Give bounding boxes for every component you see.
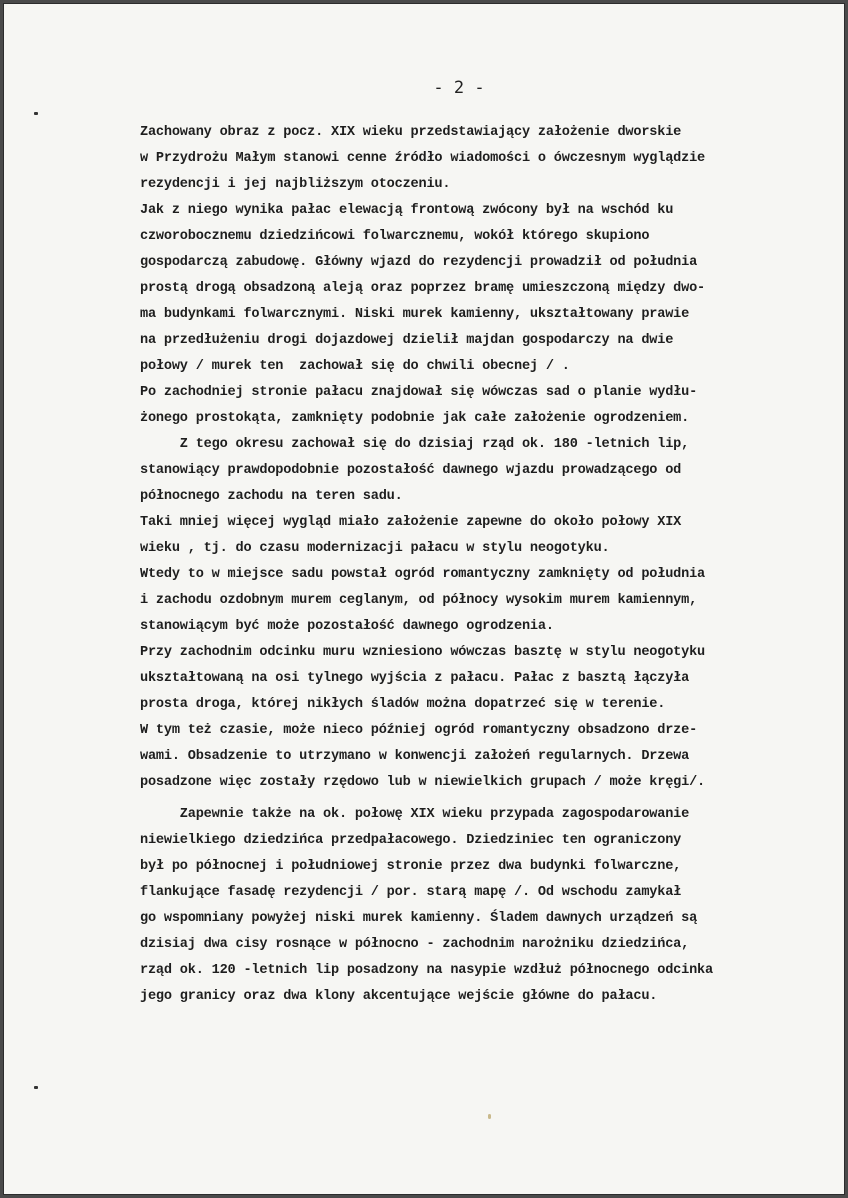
text-line: gospodarczą zabudowę. Główny wjazd do rezydencji prowadził od południa	[140, 255, 698, 270]
text-line: Jak z niego wynika pałac elewacją frontową zwócony był na wschód ku	[140, 203, 674, 218]
text-line: ma budynkami folwarcznymi. Niski murek kamienny, ukształtowany prawie	[140, 307, 690, 322]
text-line: Po zachodniej stronie pałacu znajdował się wówczas sad o planie wydłu-	[140, 385, 698, 400]
text-line: na przedłużeniu drogi dojazdowej dzielił majdan gospodarczy na dwie	[140, 333, 674, 348]
text-line: W tym też czasie, może nieco później ogród romantyczny obsadzono drze-	[140, 723, 698, 738]
document-page	[3, 3, 845, 1195]
text-line: Zachowany obraz z pocz. XIX wieku przedstawiający założenie dworskie	[140, 125, 682, 140]
text-line: Taki mniej więcej wygląd miało założenie zapewne do około połowy XIX	[140, 515, 682, 530]
text-line: stanowiącym być może pozostałość dawnego ogrodzenia.	[140, 619, 554, 634]
margin-mark	[34, 112, 38, 115]
text-line: ukształtowaną na osi tylnego wyjścia z pałacu. Pałac z basztą łączyła	[140, 671, 690, 686]
text-line: prosta droga, której nikłych śladów można dopatrzeć się w terenie.	[140, 697, 666, 712]
text-line: stanowiący prawdopodobnie pozostałość dawnego wjazdu prowadzącego od	[140, 463, 682, 478]
text-line: Przy zachodnim odcinku muru wzniesiono wówczas basztę w stylu neogotyku	[140, 645, 705, 660]
text-line: posadzone więc zostały rzędowo lub w niewielkich grupach / może kręgi/.	[140, 775, 705, 790]
paper-spot	[488, 1114, 491, 1119]
text-line: żonego prostokąta, zamknięty podobnie jak całe założenie ogrodzeniem.	[140, 411, 690, 426]
text-line: rezydencji i jej najbliższym otoczeniu.	[140, 177, 451, 192]
text-line: wami. Obsadzenie to utrzymano w konwencji założeń regularnych. Drzewa	[140, 749, 690, 764]
text-line: i zachodu ozdobnym murem ceglanym, od północy wysokim murem kamiennym,	[140, 593, 698, 608]
text-line: flankujące fasadę rezydencji / por. starą mapę /. Od wschodu zamykał	[140, 885, 682, 900]
text-line: czworobocznemu dziedzińcowi folwarcznemu, wokół którego skupiono	[140, 229, 650, 244]
body-text	[140, 120, 780, 1010]
text-line: go wspomniany powyżej niski murek kamienny. Śladem dawnych urządzeń są	[140, 911, 698, 926]
text-line: w Przydrożu Małym stanowi cenne źródło wiadomości o ówczesnym wyglądzie	[140, 151, 705, 166]
text-line: Z tego okresu zachował się do dzisiaj rząd ok. 180 -letnich lip,	[140, 437, 690, 452]
text-line: wieku , tj. do czasu modernizacji pałacu w stylu neogotyku.	[140, 541, 610, 556]
text-line: Wtedy to w miejsce sadu powstał ogród romantyczny zamknięty od południa	[140, 567, 705, 582]
text-line: prostą drogą obsadzoną aleją oraz poprzez bramę umieszczoną między dwo-	[140, 281, 705, 296]
margin-mark	[34, 1086, 38, 1089]
text-line: połowy / murek ten zachował się do chwili obecnej / .	[140, 359, 570, 374]
text-line: Zapewnie także na ok. połowę XIX wieku przypada zagospodarowanie	[140, 807, 690, 822]
text-line: był po północnej i południowej stronie przez dwa budynki folwarczne,	[140, 859, 682, 874]
text-line: niewielkiego dziedzińca przedpałacowego. Dziedziniec ten ograniczony	[140, 833, 682, 848]
text-line: północnego zachodu na teren sadu.	[140, 489, 403, 504]
page-number: - 2 -	[433, 78, 485, 98]
text-line: jego granicy oraz dwa klony akcentujące wejście główne do pałacu.	[140, 989, 658, 1004]
text-line: dzisiaj dwa cisy rosnące w północno - zachodnim narożniku dziedzińca,	[140, 937, 690, 952]
text-line: rząd ok. 120 -letnich lip posadzony na nasypie wzdłuż północnego odcinka	[140, 963, 713, 978]
